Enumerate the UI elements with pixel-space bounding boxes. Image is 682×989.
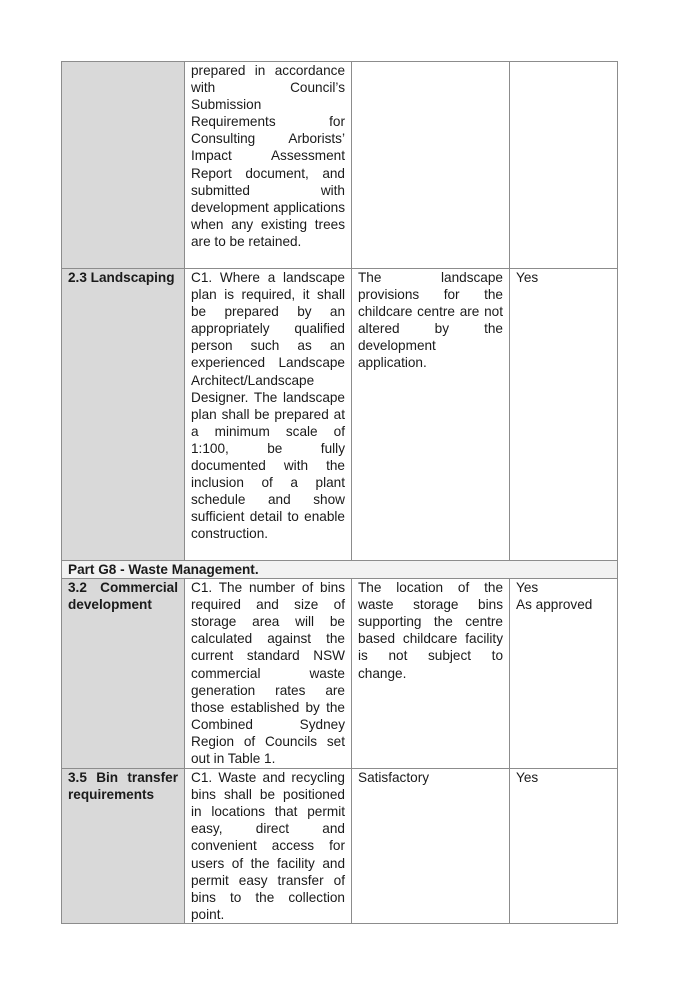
- compliance-cell: [510, 579, 618, 769]
- compliance-cell: Yes: [510, 269, 618, 561]
- table-row: [62, 579, 618, 769]
- section-cell: 3.5 Bin transfer requirements: [62, 769, 185, 924]
- section-cell: [62, 62, 185, 269]
- control-cell: C1. The number of bins required and size of storage area will be calculated against the current standard NSW commercial waste generation rates are those established by the Combined Sydney Region of Councils set out in Table 1.: [185, 579, 352, 769]
- comment-cell: The location of the waste storage bins supporting the centre based childcare facility is not subject to change.: [352, 579, 510, 769]
- part-heading-row: [62, 561, 618, 579]
- compliance-cell: [510, 62, 618, 269]
- compliance-line: Yes: [516, 580, 539, 596]
- compliance-table: [61, 61, 618, 924]
- section-cell: 3.2 Commercial development: [62, 579, 185, 769]
- part-heading: Part G8 - Waste Management.: [62, 561, 618, 579]
- table-row: [62, 269, 618, 561]
- control-cell: prepared in accordance with Council’s Submission Requirements for Consulting Arborists’ Impact Assessment Report document, and submitted with development applications when any existing trees are to be retained.: [185, 62, 352, 269]
- control-cell: C1. Waste and recycling bins shall be positioned in locations that permit easy, direct and convenient access for users of the facility and permit easy transfer of bins to the collection point.: [185, 769, 352, 924]
- section-cell: 2.3 Landscaping: [62, 269, 185, 561]
- comment-cell: [352, 62, 510, 269]
- comment-cell: The landscape provisions for the childcare centre are not altered by the development application.: [352, 269, 510, 561]
- comment-cell: Satisfactory: [352, 769, 510, 924]
- table-row: [62, 769, 618, 924]
- compliance-line: As approved: [516, 597, 593, 613]
- table-row: [62, 62, 618, 269]
- compliance-cell: Yes: [510, 769, 618, 924]
- control-cell: C1. Where a landscape plan is required, it shall be prepared by an appropriately qualified person such as an experienced Landscape Architect/Landscape Designer. The landscape plan shall be prepared at a minimum scale of 1:100, be fully documented with the inclusion of a plant schedule and show sufficient detail to enable construction.: [185, 269, 352, 561]
